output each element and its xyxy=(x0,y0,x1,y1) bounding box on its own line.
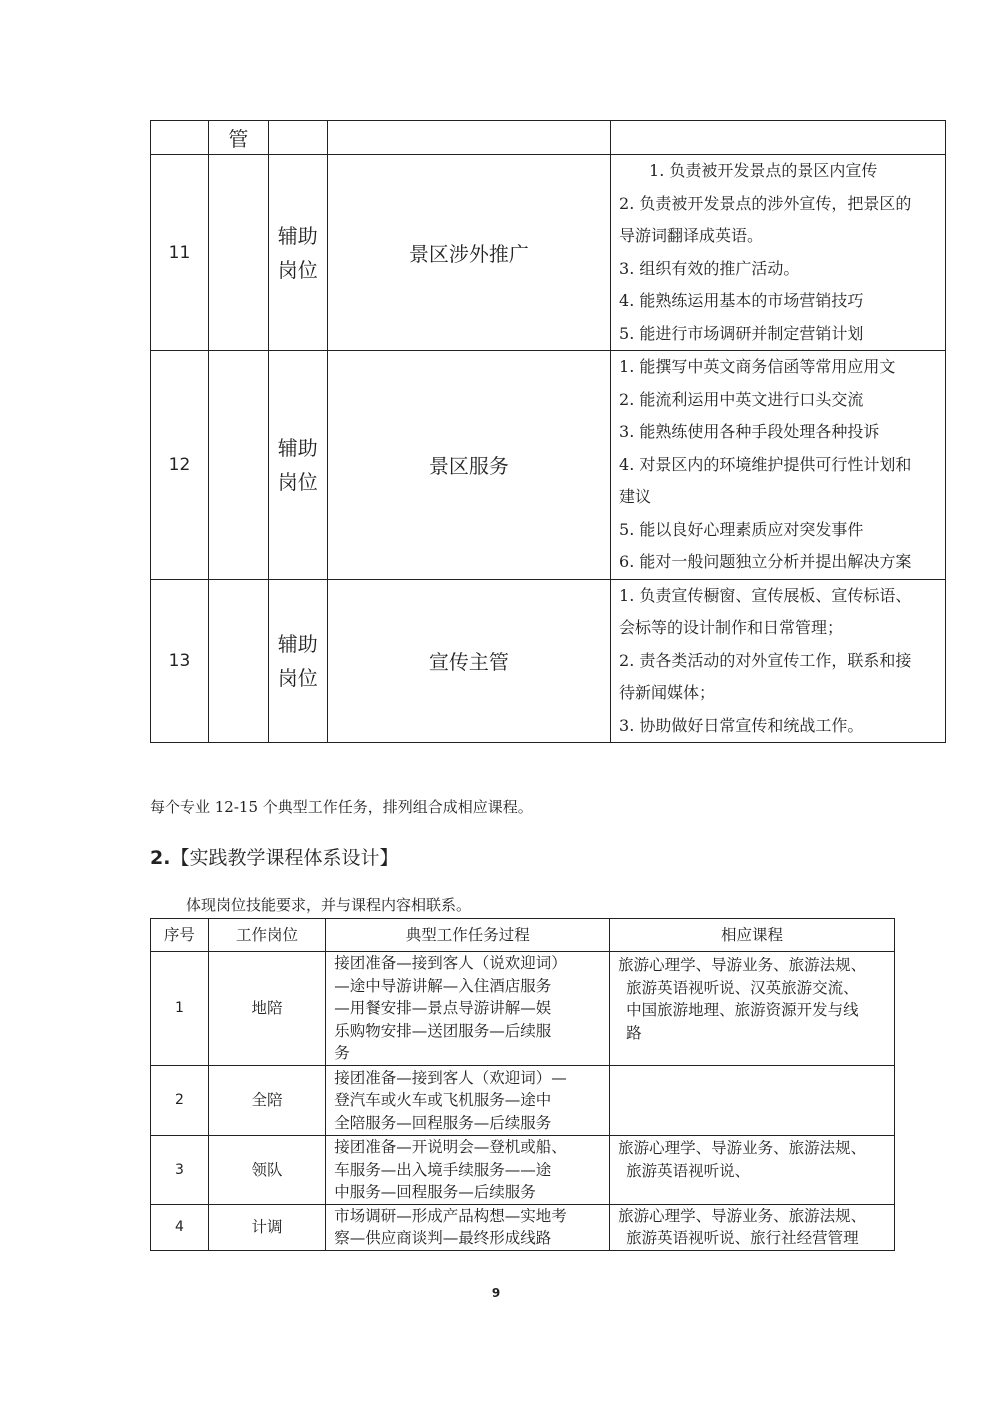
position-name: 景区涉外推广 xyxy=(327,155,610,351)
duty-line: 5. 能进行市场调研并制定营销计划 xyxy=(619,323,864,343)
duty-line: 3. 能熟练使用各种手段处理各种投诉 xyxy=(619,422,880,441)
row-number: 12 xyxy=(151,351,209,580)
table-row xyxy=(151,155,946,351)
table-header-row xyxy=(151,919,895,952)
duties-cell xyxy=(611,351,946,580)
column-header: 工作岗位 xyxy=(208,919,326,952)
courses-cell: 旅游心理学、导游业务、旅游法规、 旅游英语视听说、旅行社经营管理 xyxy=(610,1204,895,1250)
duty-line: 建议 xyxy=(619,487,652,506)
process-cell: 接团准备—接到客人（说欢迎词） —途中导游讲解—入住酒店服务 —用餐安排—景点导游讲解—娱 乐购物安排—送团服务—后续服 务 xyxy=(326,952,610,1066)
duties-cell xyxy=(611,579,946,743)
table-row xyxy=(151,952,895,1066)
duty-line: 导游词翻译成英语。 xyxy=(619,226,764,245)
column-header: 相应课程 xyxy=(610,919,895,952)
courses-cell xyxy=(610,1066,895,1136)
table-row xyxy=(151,1066,895,1136)
role-cell: 辅助 岗位 xyxy=(268,155,327,351)
note-text: 每个专业 12-15 个典型工作任务，排列组合成相应课程。 xyxy=(150,798,533,816)
row-number: 1 xyxy=(151,952,209,1066)
duty-line: 3. 协助做好日常宣传和统战工作。 xyxy=(619,715,864,735)
duty-line: 2. 责各类活动的对外宣传工作，联系和接 xyxy=(619,650,912,670)
table-row xyxy=(151,121,946,155)
role-cell: 辅助 岗位 xyxy=(268,351,327,580)
section-heading: 2.【实践教学课程体系设计】 xyxy=(150,847,399,869)
duty-line: 4. 对景区内的环境维护提供可行性计划和 xyxy=(619,454,912,474)
column-header: 序号 xyxy=(151,919,209,952)
courses-cell: 旅游心理学、导游业务、旅游法规、 旅游英语视听说、汉英旅游交流、 中国旅游地理、旅游资源开发与线 路 xyxy=(610,952,895,1066)
duties-cell xyxy=(611,155,946,351)
table-row xyxy=(151,579,946,743)
duty-line: 1. 负责被开发景点的景区内宣传 xyxy=(649,161,878,180)
process-cell: 市场调研—形成产品构想—实地考 察—供应商谈判—最终形成线路 xyxy=(326,1204,610,1250)
process-cell: 接团准备—开说明会—登机或船、 车服务—出入境手续服务——途 中服务—回程服务—后续服务 xyxy=(326,1136,610,1205)
row-number: 13 xyxy=(151,579,209,743)
post-name: 地陪 xyxy=(208,952,326,1066)
column-header: 典型工作任务过程 xyxy=(326,919,610,952)
row-number: 4 xyxy=(151,1204,209,1250)
duty-line: 2. 负责被开发景点的涉外宣传，把景区的 xyxy=(619,193,912,213)
post-name: 计调 xyxy=(208,1204,326,1250)
process-cell: 接团准备—接到客人（欢迎词）— 登汽车或火车或飞机服务—途中 全陪服务—回程服务—后续服务 xyxy=(326,1066,610,1136)
row-number: 2 xyxy=(151,1066,209,1136)
course-system-table xyxy=(150,918,895,1251)
position-name: 景区服务 xyxy=(327,351,610,580)
job-duties-table xyxy=(150,120,946,743)
duty-line: 6. 能对一般问题独立分析并提出解决方案 xyxy=(619,552,912,571)
duty-line: 4. 能熟练运用基本的市场营销技巧 xyxy=(619,291,864,310)
post-name: 领队 xyxy=(208,1136,326,1205)
table-row xyxy=(151,1204,895,1250)
duty-line: 3. 组织有效的推广活动。 xyxy=(619,258,800,278)
table-cell: 管 xyxy=(208,121,268,155)
row-number: 11 xyxy=(151,155,209,351)
duty-line: 1. 负责宣传橱窗、宣传展板、宣传标语、 xyxy=(619,585,912,605)
table-row xyxy=(151,351,946,580)
page-number: 9 xyxy=(491,1286,501,1300)
position-name: 宣传主管 xyxy=(327,579,610,743)
table-row xyxy=(151,1136,895,1205)
duty-line: 1. 能撰写中英文商务信函等常用应用文 xyxy=(619,357,896,376)
role-cell: 辅助 岗位 xyxy=(268,579,327,743)
duty-line: 待新闻媒体； xyxy=(619,683,716,702)
intro-text: 体现岗位技能要求，并与课程内容相联系。 xyxy=(186,896,472,914)
duty-line: 2. 能流利运用中英文进行口头交流 xyxy=(619,389,864,409)
duty-line: 会标等的设计制作和日常管理； xyxy=(619,618,844,637)
row-number: 3 xyxy=(151,1136,209,1205)
duty-line: 5. 能以良好心理素质应对突发事件 xyxy=(619,519,864,539)
courses-cell: 旅游心理学、导游业务、旅游法规、 旅游英语视听说、 xyxy=(610,1136,895,1205)
post-name: 全陪 xyxy=(208,1066,326,1136)
